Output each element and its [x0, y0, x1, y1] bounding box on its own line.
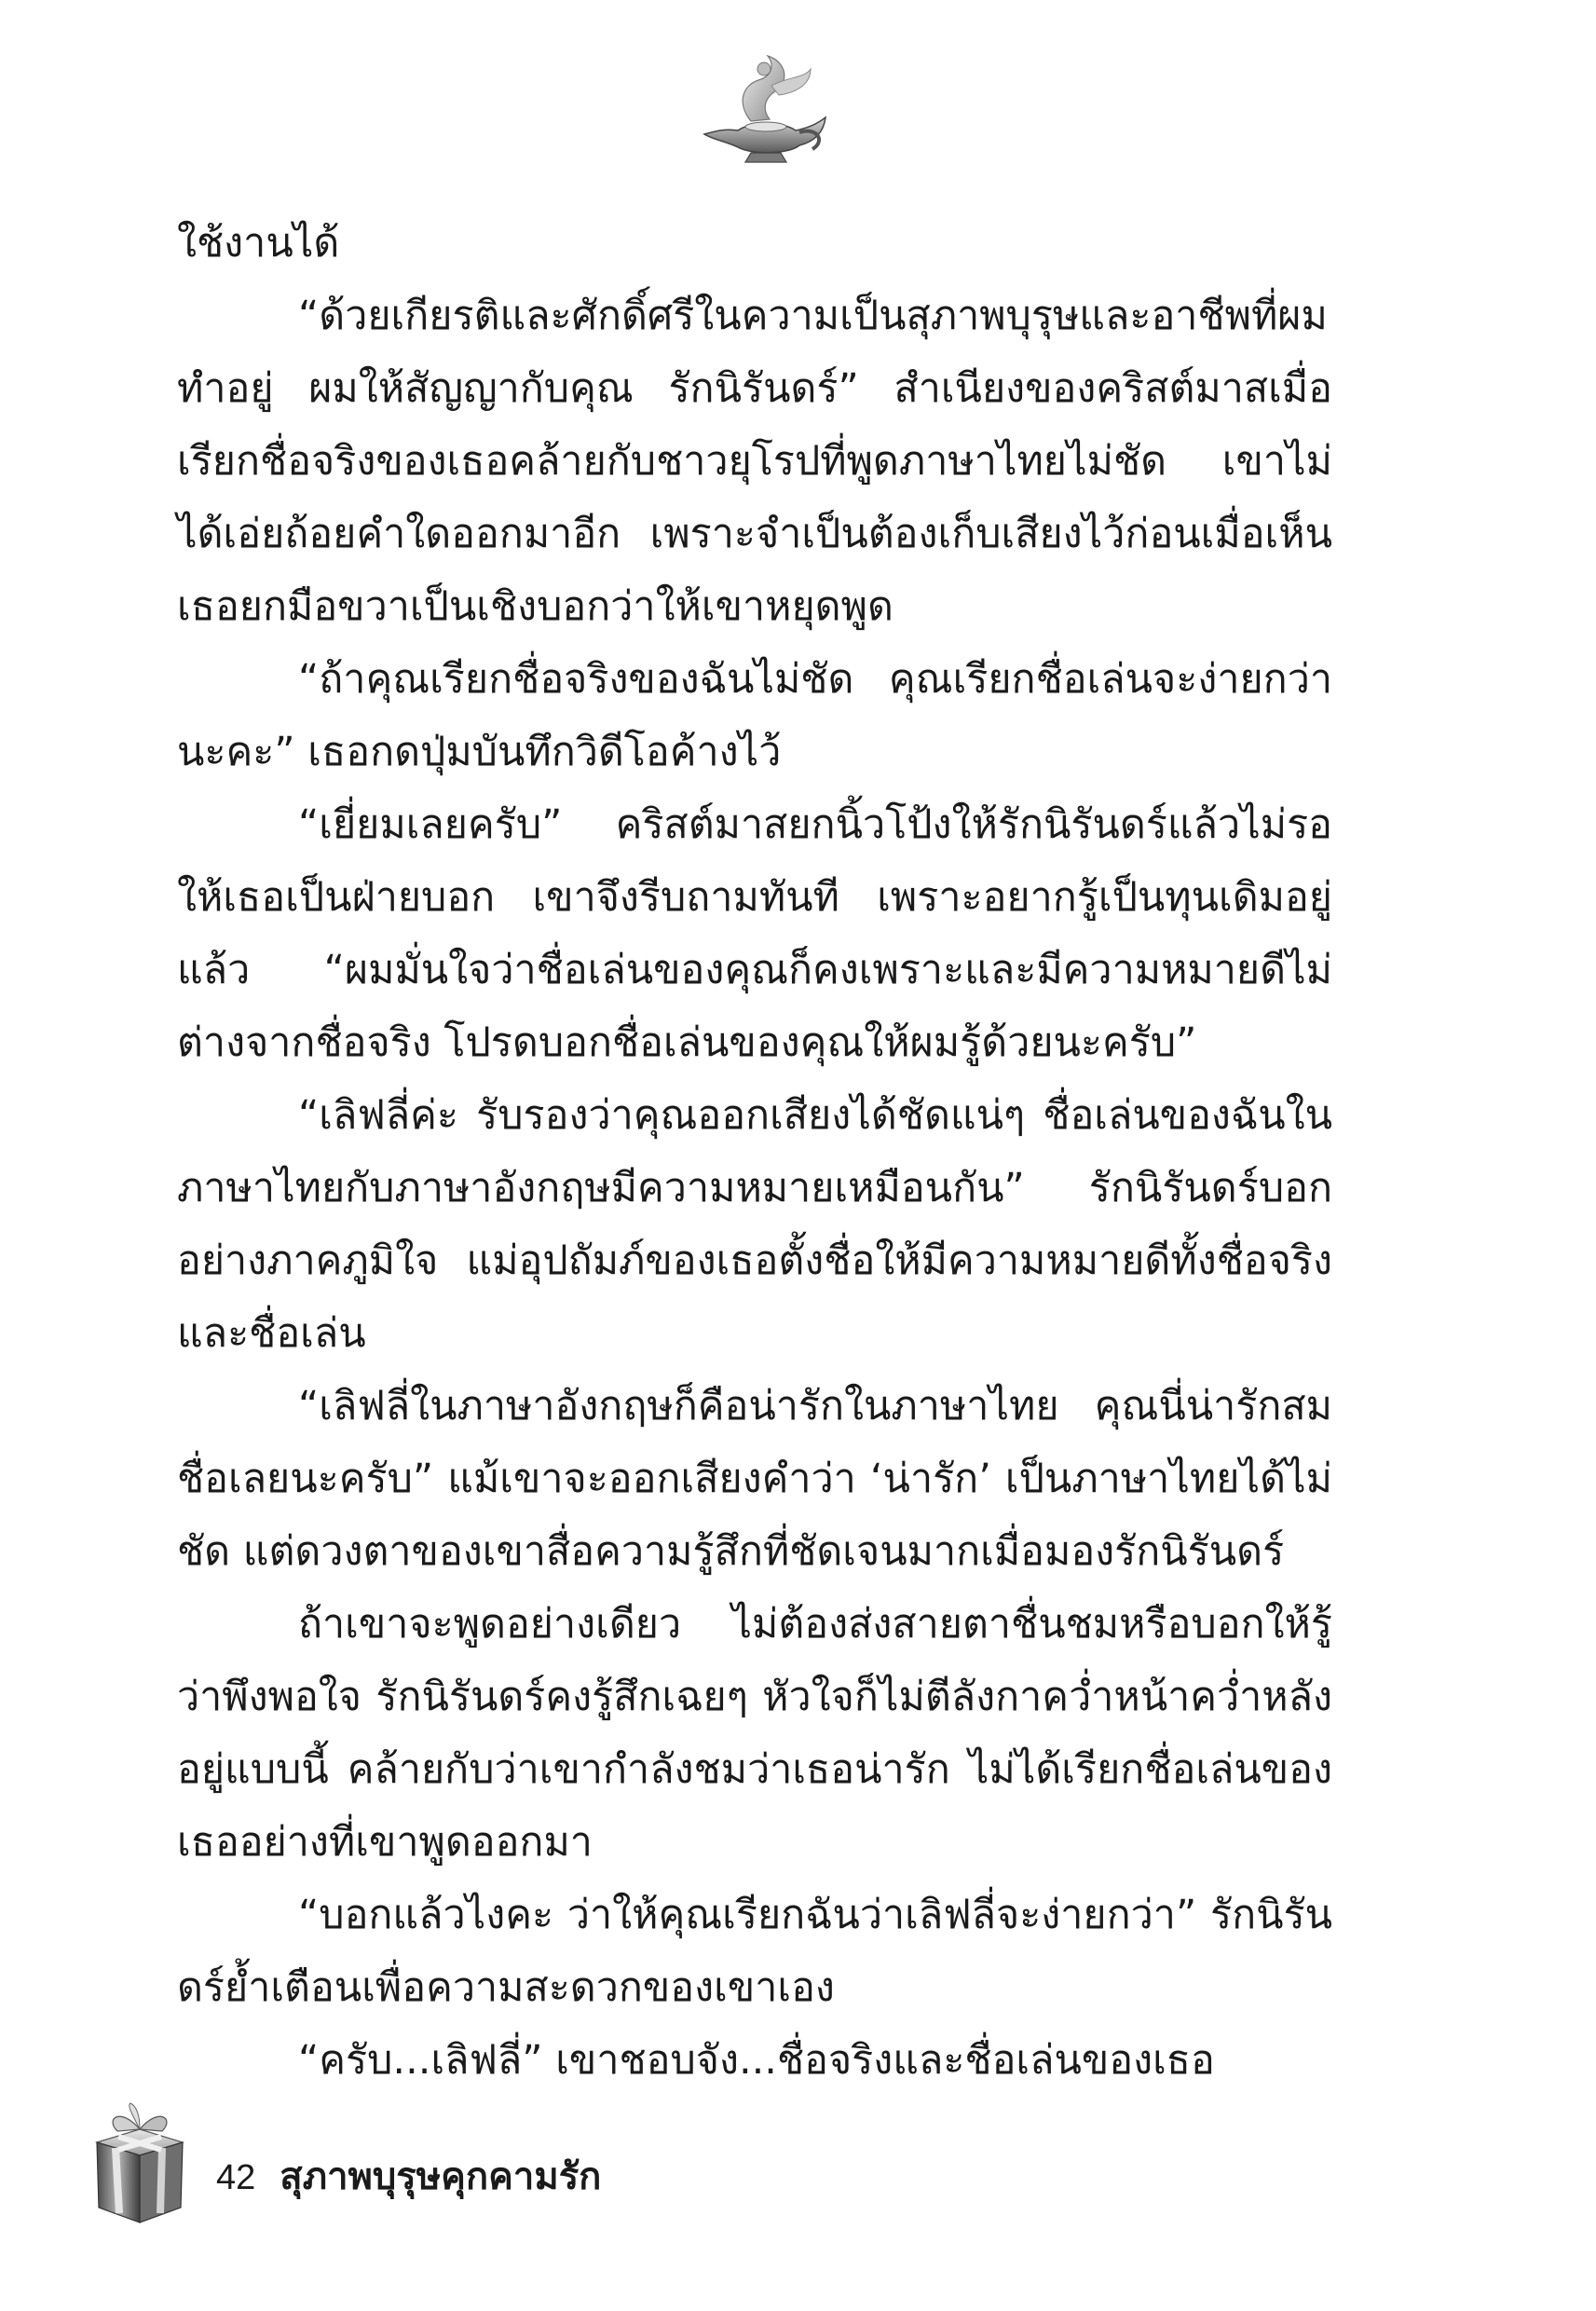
page-footer [75, 2101, 727, 2241]
gift-box-icon [84, 2101, 196, 2232]
paragraph: “ถ้าคุณเรียกชื่อจริงของฉันไม่ชัด คุณเรียกชื่อเล่นจะง่ายกว่านะคะ” เธอกดปุ่มบันทึกวิดีโอค้างไว้ [177, 656, 1332, 775]
paragraph: “ด้วยเกียรติและศักดิ์ศรีในความเป็นสุภาพบุรุษและอาชีพที่ผมทำอยู่ ผมให้สัญญากับคุณ รักนิรันดร์” สำเนียงของคริสต์มาสเมื่อเรียกชื่อจริงของเธอคล้ายกับชาวยุโรปที่พูดภาษาไทยไม่ชัด เขาไม่ได้เอ่ยถ้อยคำใดออกมาอีก เพราะจำเป็นต้องเก็บเสียงไว้ก่อนเมื่อเห็นเธอยกมือขวาเป็นเชิงบอกว่าให้เขาหยุดพูด [177, 293, 1332, 630]
paragraph: ใช้งานได้ [177, 220, 340, 267]
paragraph: ถ้าเขาจะพูดอย่างเดียว ไม่ต้องส่งสายตาชื่นชมหรือบอกให้รู้ว่าพึงพอใจ รักนิรันดร์คงรู้สึกเฉยๆ หัวใจก็ไม่ตีลังกาคว่ำหน้าคว่ำหลังอยู่แบบนี้ คล้ายกับว่าเขากำลังชมว่าเธอน่ารัก ไม่ได้เรียกชื่อเล่นของเธออย่างที่เขาพูดออกมา [177, 1601, 1332, 1866]
paragraph: “เลิฟลี่ในภาษาอังกฤษก็คือน่ารักในภาษาไทย คุณนี่น่ารักสมชื่อเลยนะครับ” แม้เขาจะออกเสียงคำว่า ‘น่ารัก’ เป็นภาษาไทยได้ไม่ชัด แต่ดวงตาของเขาสื่อความรู้สึกที่ชัดเจนมากเมื่อมองรักนิรันดร์ [177, 1383, 1332, 1575]
body-text [177, 207, 1332, 2097]
page-number: 42 [216, 2158, 256, 2197]
folio [216, 2154, 601, 2201]
paragraph: “เยี่ยมเลยครับ” คริสต์มาสยกนิ้วโป้งให้รักนิรันดร์แล้วไม่รอให้เธอเป็นฝ่ายบอก เขาจึงรีบถามทันที เพราะอยากรู้เป็นทุนเดิมอยู่แล้ว “ผมมั่นใจว่าชื่อเล่นของคุณก็คงเพราะและมีความหมายดีไม่ต่างจากชื่อจริง โปรดบอกชื่อเล่นของคุณให้ผมรู้ด้วยนะครับ” [177, 801, 1332, 1066]
paragraph: “เลิฟลี่ค่ะ รับรองว่าคุณออกเสียงได้ชัดแน่ๆ ชื่อเล่นของฉันในภาษาไทยกับภาษาอังกฤษมีความหมายเหมือนกัน” รักนิรันดร์บอกอย่างภาคภูมิใจ แม่อุปถัมภ์ของเธอตั้งชื่อให้มีความหมายดีทั้งชื่อจริงและชื่อเล่น [177, 1092, 1332, 1357]
book-title: สุภาพบุรุษคุกคามรัก [280, 2155, 602, 2198]
genie-lamp-icon [686, 48, 835, 170]
paragraph: “ครับ...เลิฟลี่” เขาชอบจัง...ชื่อจริงและชื่อเล่นของเธอ [298, 2037, 1215, 2084]
paragraph: “บอกแล้วไงคะ ว่าให้คุณเรียกฉันว่าเลิฟลี่จะง่ายกว่า” รักนิรันดร์ย้ำเตือนเพื่อความสะดวกของเขาเอง [177, 1892, 1332, 2011]
